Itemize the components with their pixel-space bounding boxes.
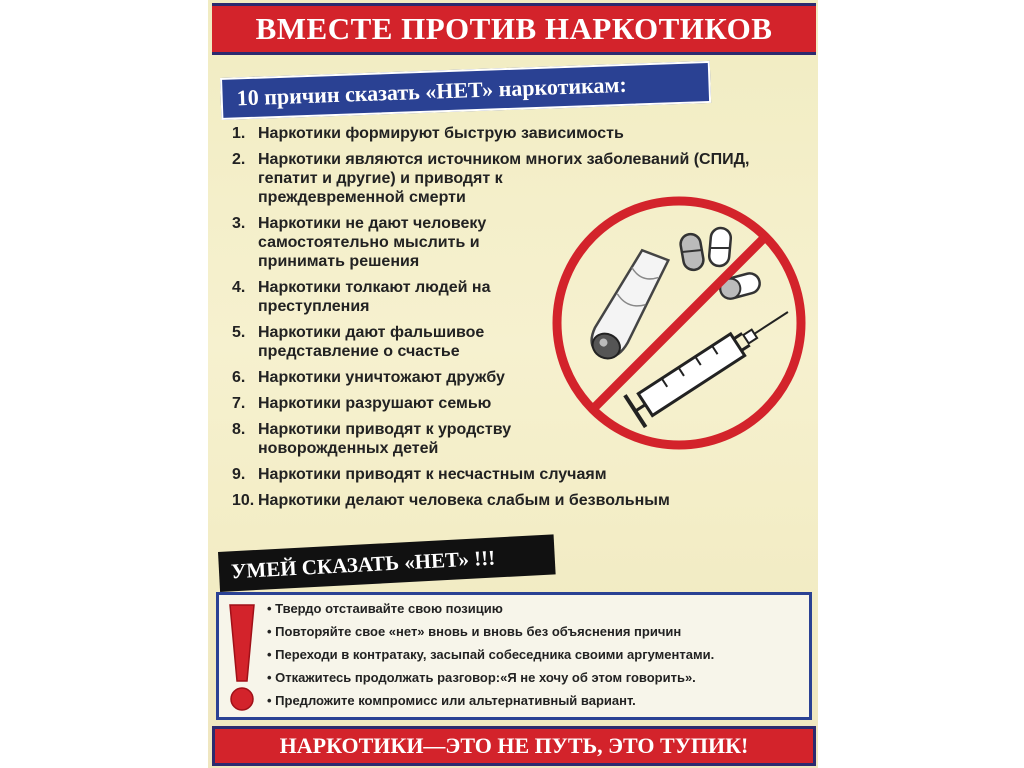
- anti-drug-poster: [208, 0, 818, 768]
- pills-icon: [679, 227, 762, 301]
- tips-box: [216, 592, 812, 720]
- item-text: Наркотики делают человека слабым и безвольным: [258, 492, 670, 509]
- title-banner: [212, 3, 816, 55]
- item-text: Наркотики толкают людей на преступления: [258, 279, 491, 315]
- item-number: 5.: [232, 324, 246, 341]
- item-text: Наркотики приводят к несчастным случаям: [258, 466, 607, 483]
- poster-title: ВМЕСТЕ ПРОТИВ НАРКОТИКОВ: [255, 11, 773, 46]
- list-item: • Переходи в контратаку, засыпай собеседника своими аргументами.: [267, 647, 714, 663]
- list-item: [232, 491, 792, 510]
- say-no-banner: [218, 534, 556, 592]
- item-text: Наркотики формируют быструю зависимость: [258, 125, 624, 142]
- list-item: • Откажитесь продолжать разговор:«Я не хочу об этом говорить».: [267, 670, 714, 686]
- list-item: [232, 124, 792, 143]
- item-number: 3.: [232, 215, 246, 232]
- item-number: 2.: [232, 151, 246, 168]
- subtitle-banner: [220, 61, 711, 120]
- footer-banner: [212, 726, 816, 766]
- list-item: • Предложите компромисс или альтернативный вариант.: [267, 693, 714, 709]
- item-text: Наркотики дают фальшивое представление о счастье: [258, 324, 485, 360]
- footer-slogan: НАРКОТИКИ—ЭТО НЕ ПУТЬ, ЭТО ТУПИК!: [279, 733, 749, 758]
- say-no-heading: УМЕЙ СКАЗАТЬ «НЕТ» !!!: [230, 545, 496, 583]
- item-number: 8.: [232, 421, 246, 438]
- item-number: 6.: [232, 369, 246, 386]
- prohibition-sign-icon: [544, 188, 814, 458]
- list-item: [232, 465, 792, 484]
- item-number: 9.: [232, 466, 246, 483]
- exclamation-icon: [225, 601, 259, 713]
- item-text: Наркотики не дают человеку самостоятельно мыслить и принимать решения: [258, 215, 487, 270]
- item-text: Наркотики являются источником многих заболеваний (СПИД, гепатит и другие) и приводят к преждевременной смерти: [258, 151, 750, 206]
- item-number: 1.: [232, 125, 246, 142]
- reasons-heading: 10 причин сказать «НЕТ» наркотикам:: [236, 71, 628, 111]
- item-text: Наркотики приводят к уродству новорожденных детей: [258, 421, 512, 457]
- list-item: • Повторяйте свое «нет» вновь и вновь без объяснения причин: [267, 624, 714, 640]
- item-number: 4.: [232, 279, 246, 296]
- item-number: 10.: [232, 492, 255, 509]
- item-text: Наркотики разрушают семью: [258, 395, 492, 412]
- item-text: Наркотики уничтожают дружбу: [258, 369, 505, 386]
- list-item: • Твердо отстаивайте свою позицию: [267, 601, 714, 617]
- item-number: 7.: [232, 395, 246, 412]
- tips-list: [267, 601, 714, 716]
